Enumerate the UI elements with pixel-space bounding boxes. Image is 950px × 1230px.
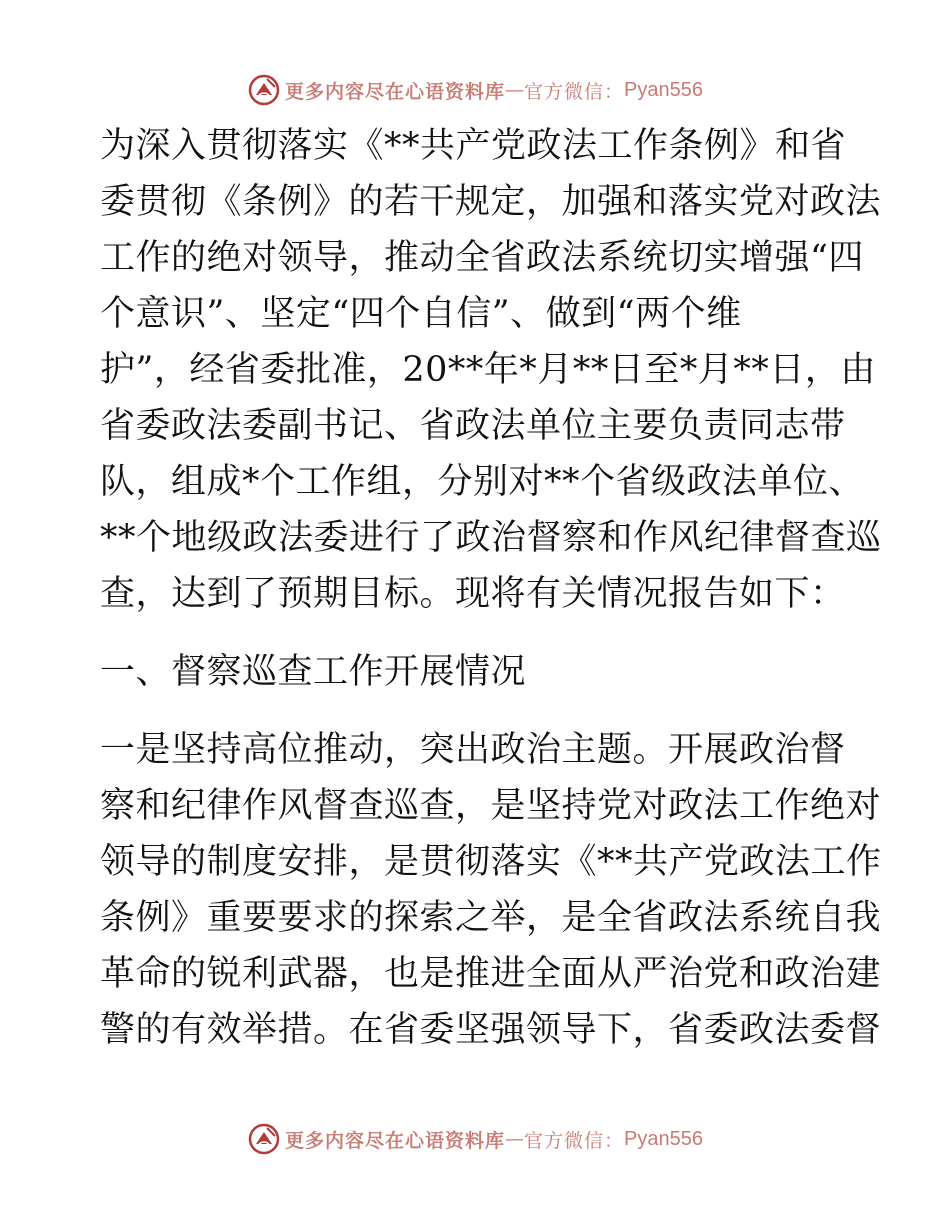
text-line: 为深入贯彻落实《**共产党政法工作条例》和省 bbox=[100, 126, 847, 166]
text-line: 个意识”、坚定“四个自信”、做到“两个维 bbox=[100, 294, 742, 334]
footer-watermark-banner bbox=[0, 1119, 950, 1159]
book-logo-icon bbox=[247, 73, 281, 107]
text-line: 条例》重要要求的探索之举，是全省政法系统自我 bbox=[100, 898, 882, 938]
text-line: 领导的制度安排，是贯彻落实《**共产党政法工作 bbox=[100, 842, 882, 882]
banner-wechat-id: Pyan556 bbox=[624, 1127, 703, 1150]
section-heading bbox=[100, 644, 860, 700]
banner-main-text: 更多内容尽在心语资料库 bbox=[285, 80, 506, 103]
text-line: 省委政法委副书记、省政法单位主要负责同志带 bbox=[100, 406, 846, 446]
text-line: 委贯彻《条例》的若干规定，加强和落实党对政法 bbox=[100, 182, 882, 222]
book-logo-icon bbox=[247, 1122, 281, 1156]
paragraph-gap bbox=[100, 622, 860, 644]
text-line: 查，达到了预期目标。现将有关情况报告如下： bbox=[100, 574, 846, 614]
text-line: 工作的绝对领导，推动全省政法系统切实增强“四 bbox=[100, 238, 864, 278]
text-line: **个地级政法委进行了政治督察和作风纪律督查巡 bbox=[100, 518, 882, 558]
document-body bbox=[100, 118, 882, 1058]
banner-main-text: 更多内容尽在心语资料库 bbox=[285, 1129, 506, 1152]
body-paragraph bbox=[100, 722, 882, 1058]
intro-paragraph bbox=[100, 118, 882, 622]
text-line: 察和纪律作风督查巡查，是坚持党对政法工作绝对 bbox=[100, 786, 882, 826]
text-line: 队，组成*个工作组，分别对**个省级政法单位、 bbox=[100, 462, 865, 502]
text-line: 警的有效举措。在省委坚强领导下，省委政法委督 bbox=[100, 1010, 882, 1050]
heading-line: 一、督察巡查工作开展情况 bbox=[100, 652, 527, 692]
banner-wechat-label: 官方微信： bbox=[524, 80, 625, 103]
banner-wechat-label: 官方微信： bbox=[524, 1129, 625, 1152]
text-line: 一是坚持高位推动，突出政治主题。开展政治督 bbox=[100, 730, 846, 770]
banner-separator: — bbox=[505, 1128, 525, 1150]
banner-separator: — bbox=[505, 79, 525, 101]
text-line: 护”，经省委批准，20**年*月**日至*月**日，由 bbox=[100, 350, 876, 390]
header-watermark-banner bbox=[0, 70, 950, 110]
banner-wechat-id: Pyan556 bbox=[624, 78, 703, 101]
text-line: 革命的锐利武器，也是推进全面从严治党和政治建 bbox=[100, 954, 882, 994]
paragraph-gap bbox=[100, 700, 860, 722]
